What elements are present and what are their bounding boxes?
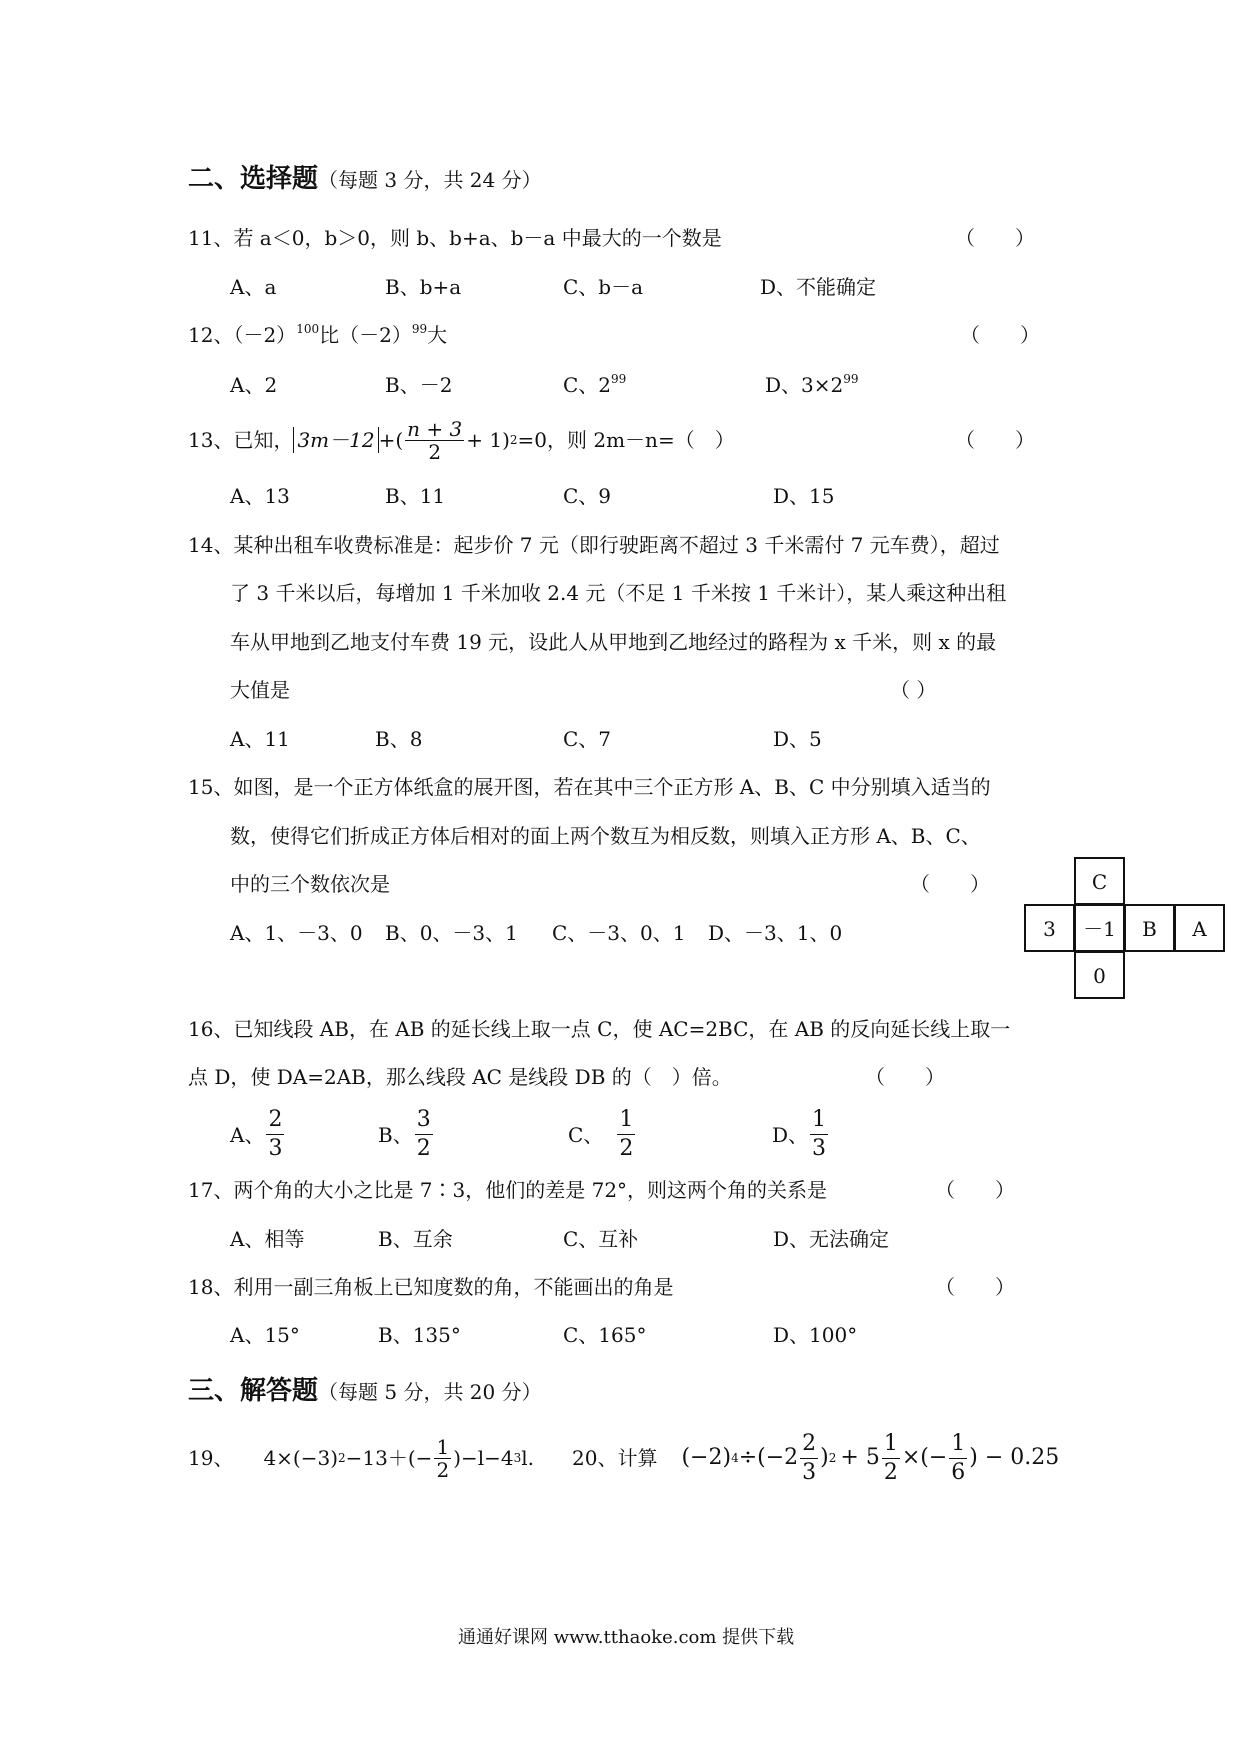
q17-option-c: C、互补 — [563, 1227, 639, 1251]
q15-line-3: 中的三个数依次是 — [230, 872, 390, 896]
q15-option-d: D、－3、1、0 — [708, 921, 843, 945]
q12-option-c — [563, 372, 626, 398]
q14-line-2: 了 3 千米以后，每增加 1 千米加收 2.4 元（不足 1 千米按 1 千米计），某人乘这种出租 — [230, 581, 1007, 605]
q18-option-c: C、165° — [563, 1323, 647, 1347]
q19-fraction — [434, 1436, 451, 1481]
q17-stem: 17、两个角的大小之比是 7∶3，他们的差是 72°，则这两个角的关系是 — [188, 1178, 828, 1202]
section-2-title: 二、选择题 — [188, 164, 319, 194]
q15-line-1: 15、如图，是一个正方体纸盒的展开图，若在其中三个正方形 A、B、C 中分别填入适当的 — [188, 775, 991, 799]
q19-expression: 19、 4×(−3) 2 −13＋(− $\frac{1}{2}$ )−l−4 3 l. — [188, 1434, 535, 1482]
q16-option-d-numerator: 1 — [812, 1107, 827, 1132]
q12-option-c-exp: 99 — [611, 372, 627, 386]
q18-stem: 18、利用一副三角板上已知度数的角，不能画出的角是 — [188, 1275, 674, 1299]
q15-answer-paren: （ ） — [910, 872, 990, 896]
q13-option-a: A、13 — [230, 484, 290, 508]
q16-option-b — [378, 1106, 435, 1163]
q16-option-a-label: A、 — [230, 1122, 265, 1147]
q18-option-b: B、135° — [378, 1323, 461, 1347]
q13-tail: + 1) — [466, 428, 510, 452]
q16-option-b-denominator: 2 — [416, 1136, 431, 1161]
q20-fraction-1-denominator: 3 — [802, 1459, 817, 1485]
q16-option-b-label: B、 — [378, 1122, 413, 1147]
section-3-title: 三、解答题 — [188, 1376, 319, 1406]
q13-option-d: D、15 — [773, 484, 835, 508]
q18-option-d: D、100° — [773, 1323, 858, 1347]
q12-stem-a: 12、（－2） — [188, 323, 297, 347]
section-2-note: （每题 3 分，共 24 分） — [318, 168, 542, 192]
q20-fraction-2-numerator: 1 — [883, 1430, 898, 1456]
q13-answer-paren: （ ） — [955, 428, 1035, 452]
q13-stem: 13、已知， 3m－12 +( $\frac{n + 3}{2}$ + 1) 2 =0，则 2m－n=（ ） — [188, 416, 735, 464]
q20-part-f: ) − 0.25 — [969, 1445, 1060, 1470]
net-square-c: C — [1074, 857, 1125, 905]
q16-option-c-label: C、 — [568, 1122, 604, 1147]
net-square-minus-1: －1 — [1074, 904, 1125, 952]
q19-part-b: −13＋(− — [345, 1446, 433, 1470]
q20-fraction-2 — [882, 1430, 900, 1487]
q13-fraction-numerator: n + 3 — [407, 416, 463, 441]
section-3-heading — [188, 1376, 542, 1407]
q11-option-a: A、a — [230, 275, 277, 299]
q16-option-a-fraction — [266, 1106, 284, 1163]
net-square-a: A — [1174, 904, 1225, 952]
q16-option-c-fraction — [617, 1106, 635, 1163]
q12-stem-c: 大 — [427, 323, 448, 347]
q12-exp-b: 99 — [411, 322, 428, 336]
q20-part-b: ÷(−2 — [738, 1445, 799, 1470]
q16-line-2: 点 D，使 DA=2AB，那么线段 AC 是线段 DB 的（ ）倍。 — [188, 1065, 732, 1089]
q16-option-c — [568, 1106, 637, 1163]
q12-exp-a: 100 — [296, 322, 320, 336]
q14-option-a: A、11 — [230, 727, 290, 751]
q13-plus-open: +( — [378, 428, 404, 452]
q16-option-b-numerator: 3 — [416, 1107, 431, 1132]
q18-option-a: A、15° — [230, 1323, 300, 1347]
q19-fraction-numerator: 1 — [436, 1434, 450, 1459]
q11-option-b: B、b+a — [385, 275, 462, 299]
q13-fraction — [405, 418, 464, 463]
q12-stem — [188, 322, 447, 348]
q20-expression: 20、计算 (−2) 4 ÷(−2 $\frac{2}{3}$ ) 2 + 5 $\frac{1}{2}$ ×(− $\frac{1}{6}$ ) − 0.25 — [572, 1430, 1060, 1485]
q16-line-1: 16、已知线段 AB，在 AB 的延长线上取一点 C，使 AC=2BC，在 AB 的反向延长线上取一 — [188, 1017, 1011, 1041]
q17-option-b: B、互余 — [378, 1227, 453, 1251]
q12-option-a: A、2 — [230, 373, 278, 397]
q12-option-d-base: D、3×2 — [765, 373, 844, 397]
q16-option-a — [230, 1106, 286, 1163]
q16-option-b-fraction — [415, 1106, 433, 1163]
q19-part-a: 4×(−3) — [263, 1446, 339, 1470]
q20-fraction-2-denominator: 2 — [883, 1459, 898, 1485]
q15-line-2: 数，使得它们折成正方体后相对的面上两个数互为相反数，则填入正方形 A、B、C、 — [230, 824, 981, 848]
q12-stem-b: 比（－2） — [319, 323, 412, 347]
q20-part-d: + 5 — [840, 1445, 880, 1470]
q13-fraction-denominator: 2 — [405, 440, 464, 463]
section-2-heading — [188, 164, 542, 195]
section-3-note: （每题 5 分，共 20 分） — [318, 1380, 542, 1404]
q11-answer-paren: （ ） — [955, 226, 1035, 250]
q15-option-a: A、1、－3、0 — [230, 921, 363, 945]
q20-fraction-1 — [800, 1430, 818, 1487]
q20-part-e: ×(− — [901, 1445, 948, 1470]
net-square-b: B — [1124, 904, 1175, 952]
q19-part-c: )−l−4 — [453, 1446, 514, 1470]
q16-option-a-numerator: 2 — [268, 1107, 283, 1132]
q13-prefix: 13、已知， — [188, 428, 294, 452]
q20-fraction-1-numerator: 2 — [802, 1430, 817, 1456]
net-square-3: 3 — [1024, 904, 1075, 952]
q16-answer-paren: （ ） — [865, 1065, 945, 1089]
q16-option-d-fraction — [810, 1106, 828, 1163]
q20-part-c: ) — [820, 1445, 829, 1470]
q20-part-a: (−2) — [681, 1445, 732, 1470]
q14-option-b: B、8 — [375, 727, 423, 751]
q20-fraction-3-denominator: 6 — [951, 1459, 966, 1485]
q14-option-d: D、5 — [773, 727, 822, 751]
q14-answer-paren: （ ） — [890, 678, 937, 702]
q16-option-d-denominator: 3 — [812, 1136, 827, 1161]
q12-answer-paren: （ ） — [960, 323, 1040, 347]
q19-fraction-denominator: 2 — [436, 1457, 450, 1482]
q12-option-d — [765, 372, 859, 398]
q15-option-b: B、0、－3、1 — [385, 921, 518, 945]
q18-answer-paren: （ ） — [935, 1275, 1015, 1299]
q13-option-b: B、11 — [385, 484, 446, 508]
net-square-0: 0 — [1074, 951, 1125, 999]
page-footer: 通通好课网 www.tthaoke.com 提供下载 — [458, 1627, 795, 1648]
q11-option-d: D、不能确定 — [760, 275, 877, 299]
q14-line-3: 车从甲地到乙地支付车费 19 元，设此人从甲地到乙地经过的路程为 x 千米，则 x 的最 — [230, 630, 997, 654]
q13-option-c: C、9 — [563, 484, 612, 508]
q12-option-b: B、－2 — [385, 373, 453, 397]
q16-option-d-label: D、 — [772, 1122, 809, 1147]
q11-stem: 11、若 a＜0，b＞0，则 b、b+a、b－a 中最大的一个数是 — [188, 226, 722, 250]
q14-line-1: 14、某种出租车收费标准是：起步价 7 元（即行驶距离不超过 3 千米需付 7 元车费），超过 — [188, 533, 1000, 557]
q16-option-a-denominator: 3 — [268, 1136, 283, 1161]
q17-option-d: D、无法确定 — [773, 1227, 890, 1251]
q16-option-d — [772, 1106, 830, 1163]
q14-line-4: 大值是 — [230, 678, 290, 702]
q13-absolute-value: 3m－12 — [293, 427, 378, 453]
q20-number: 20、计算 — [572, 1446, 658, 1470]
q19-number: 19、 — [188, 1446, 234, 1470]
q16-option-c-denominator: 2 — [619, 1136, 634, 1161]
q12-option-d-exp: 99 — [843, 372, 859, 386]
q19-part-d: l. — [521, 1446, 535, 1470]
q17-answer-paren: （ ） — [935, 1178, 1015, 1202]
q11-option-c: C、b－a — [563, 275, 644, 299]
q13-equation-end: =0，则 2m－n=（ ） — [517, 428, 735, 452]
q14-option-c: C、7 — [563, 727, 612, 751]
q12-option-c-base: C、2 — [563, 373, 612, 397]
q20-fraction-3-numerator: 1 — [951, 1430, 966, 1456]
q17-option-a: A、相等 — [230, 1227, 305, 1251]
q15-option-c: C、－3、0、1 — [552, 921, 686, 945]
cube-net-figure — [1024, 857, 1228, 1002]
q20-fraction-3 — [949, 1430, 967, 1487]
q16-option-c-numerator: 1 — [619, 1107, 634, 1132]
